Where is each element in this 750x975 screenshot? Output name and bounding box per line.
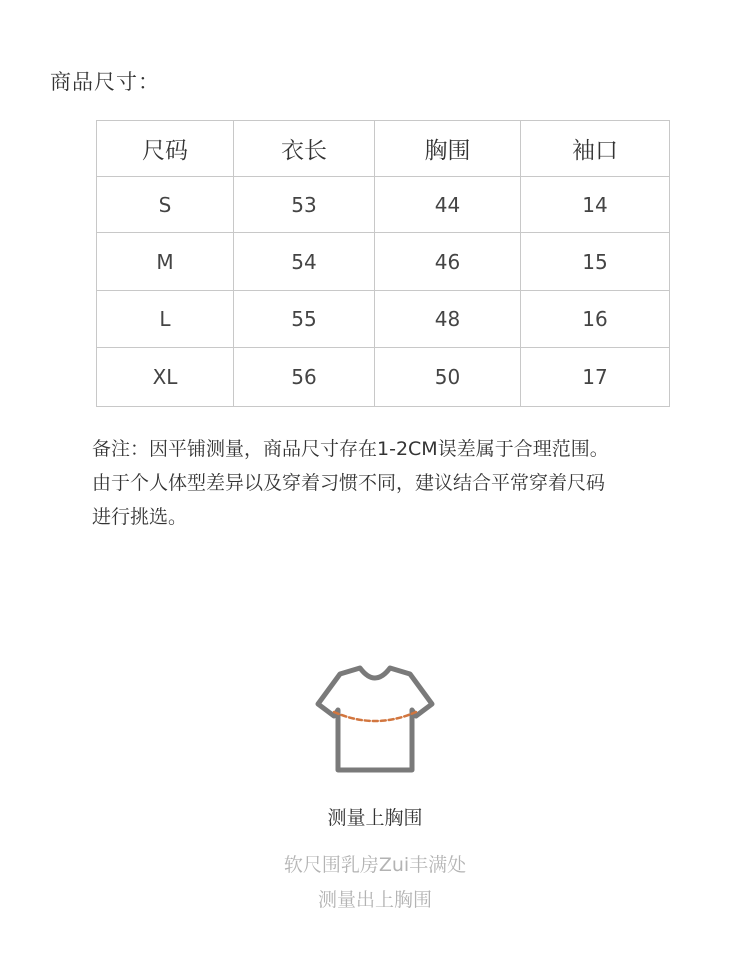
- note-line: 由于个人体型差异以及穿着习惯不同，建议结合平常穿着尺码: [92, 472, 606, 494]
- cell-length: 55: [234, 291, 375, 348]
- table-row: [97, 291, 670, 348]
- cell-cuff: 15: [521, 233, 670, 291]
- cell-cuff: 16: [521, 291, 670, 348]
- cell-chest: 46: [375, 233, 521, 291]
- table-row: [97, 177, 670, 233]
- cell-size: L: [97, 291, 234, 348]
- table-row: [97, 233, 670, 291]
- measure-title: 测量上胸围: [327, 807, 423, 829]
- measure-description: 测量出上胸围: [317, 889, 432, 911]
- notes: [92, 432, 692, 534]
- cell-length: 56: [234, 348, 375, 407]
- header-size: 尺码: [97, 121, 234, 177]
- section-title: 商品尺寸：: [50, 70, 160, 94]
- cell-size: XL: [97, 348, 234, 407]
- measure-description: 软尺围乳房Zui丰满处: [283, 854, 467, 876]
- cell-chest: 44: [375, 177, 521, 233]
- cell-length: 54: [234, 233, 375, 291]
- cell-size: M: [97, 233, 234, 291]
- cell-cuff: 17: [521, 348, 670, 407]
- tshirt-chest-measure-icon: [312, 660, 438, 776]
- table-row: [97, 348, 670, 407]
- cell-size: S: [97, 177, 234, 233]
- header-cuff: 袖口: [521, 121, 670, 177]
- note-line: 备注：因平铺测量，商品尺寸存在1-2CM误差属于合理范围。: [92, 438, 609, 460]
- header-chest: 胸围: [375, 121, 521, 177]
- table-header-row: [97, 121, 670, 177]
- size-table: [96, 120, 670, 407]
- cell-cuff: 14: [521, 177, 670, 233]
- header-length: 衣长: [234, 121, 375, 177]
- note-line: 进行挑选。: [92, 506, 188, 528]
- cell-chest: 48: [375, 291, 521, 348]
- cell-length: 53: [234, 177, 375, 233]
- cell-chest: 50: [375, 348, 521, 407]
